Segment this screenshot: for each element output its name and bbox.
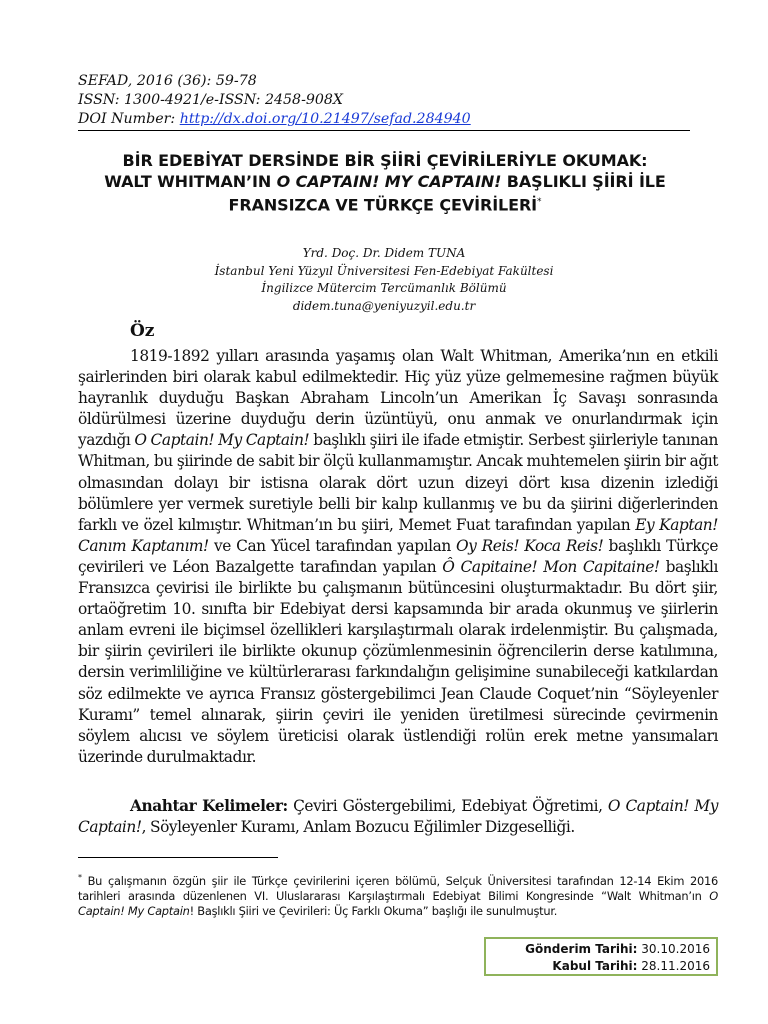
doi-line [78,110,690,129]
footnote-marker[interactable]: * [537,197,542,207]
accepted-label: Kabul Tarihi: [552,958,638,973]
doi-link[interactable]: http://dx.doi.org/10.21497/sefad.284940 [179,111,471,127]
footnote-rule [78,857,278,858]
abstract-text: başlıklı Fransızca çevirisi ile birlikte bu çalışmanın bütüncesini oluşturmaktadır. Bu dört şiir, ortaöğretim 10. sınıfta bir Edebiyat dersi kapsamında bir arada okunmuş ve şiirlerin anlam evreni ile biçimsel özellikleri karşılaştırmalı olarak irdelenmiştir. Bu çalışmada, bir şiirin çevirileri ile birlikte okunup çözümlenmesinin öğrencilerin derse katılımına, dersin verimliliğine ve kültürlerarası farkındalığın gelişimine sunabileceği katkılardan söz edilmekte ve ayrıca Fransız göstergebilimci Jean Claude Coquet’nin “Söyleyenler Kuramı” temel alınarak, şiirin çeviri ile yeniden üretilmesi sürecinde çevirmenin söylem alıcısı ve söylem üreticisi olarak üstlendiği rolün erek metne yansımaları üzerinde durulmaktadır. [78,557,718,766]
issn-line: ISSN: 1300-4921/e-ISSN: 2458-908X [78,92,344,108]
author-affiliation: İstanbul Yeni Yüzyıl Üniversitesi Fen-Edebiyat Fakültesi [214,263,554,278]
author-block [78,245,690,315]
title-text: FRANSIZCA VE TÜRKÇE ÇEVİRİLERİ [228,195,538,215]
title-line-2 [60,171,710,192]
author-department: İngilizce Mütercim Tercümanlık Bölümü [261,281,507,295]
submitted-date [492,941,710,958]
submitted-value: 30.10.2016 [637,942,710,956]
keywords-italic: O Captain! My Captain! [78,797,718,837]
submitted-label: Gönderim Tarihi: [525,942,638,956]
journal-header [78,72,690,129]
abstract-text: ve Can Yücel tarafından yapılan [208,536,457,555]
abstract-text: başlıklı Türkçe çevirileri ve Léon Bazalgette tarafından yapılan [78,536,718,576]
doi-label: DOI Number: [78,111,180,127]
keywords [78,796,718,838]
article-title [60,150,710,215]
keywords-text: Çeviri Göstergebilimi, Edebiyat Öğretimi, [287,797,608,815]
title-line-3 [60,192,710,215]
abstract-text: başlıklı şiiri ile ifade etmiştir. Serbest şiirleriyle tanınan Whitman, bu şiirinde de sabit bir ölçü kullanmamıştır. Ancak muhtemelen şiirin bir ağıt olmasından dolayı bir istisna olarak dört uzun dizeyi dört kısa dizenin izlediği bölümlere yer vermek suretiyle belli bir kalıp kullanmış ve bu da şiirini diğerlerinden farklı ve özel kılmıştır. Whitman’ın bu şiiri, Memet Fuat tarafından yapılan [78,431,719,534]
abstract-italic: Ô Capitaine! Mon Capitaine! [442,557,660,576]
footnote [78,870,718,919]
abstract-italic: O Captain! My Captain! [134,431,310,450]
title-line-1: BİR EDEBİYAT DERSİNDE BİR ŞİİRİ ÇEVİRİLERİYLE OKUMAK: [122,151,648,170]
header-rule [78,130,690,131]
accepted-date [492,958,710,975]
poem-title: O CAPTAIN! MY CAPTAIN! [276,172,502,191]
title-text: WALT WHITMAN’IN [104,172,277,191]
journal-citation: SEFAD, 2016 (36): 59-78 [78,73,257,89]
accepted-value: 28.11.2016 [637,958,710,973]
keywords-label: Anahtar Kelimeler: [130,797,288,815]
title-text: BAŞLIKLI ŞİİRİ İLE [501,172,666,191]
footnote-italic: O Captain! My Captain [78,888,718,918]
author-name: Yrd. Doç. Dr. Didem TUNA [302,246,466,260]
keywords-text: , Söyleyenler Kuramı, Anlam Bozucu Eğilimler Dizgeselliği. [141,818,575,837]
abstract-italic: Oy Reis! Koca Reis! [456,536,604,555]
footnote-text: Bu çalışmanın özgün şiir ile Türkçe çevirilerini içeren bölümü, Selçuk Üniversitesi tarafından 12-14 Ekim 2016 tarihleri arasında düzenlenen VI. Uluslararası Karşılaştırmalı Edebiyat Bilimi Kongresinde “Walt Whitman’ın [78,873,718,903]
abstract-body [78,346,718,768]
abstract-heading: Öz [130,321,155,341]
author-email: didem.tuna@yeniyuzyil.edu.tr [292,298,476,313]
footnote-text: ! Başlıklı Şiiri ve Çevirileri: Üç Farklı Okuma” başlığı ile sunulmuştur. [189,903,558,918]
abstract-text: 1819-1892 yılları arasında yaşamış olan Walt Whitman, Amerika’nın en etkili şairlerinden biri olarak kabul edilmektedir. Hiç yüz yüze gelmemesine rağmen büyük hayranlık duyduğu Başkan Abraham Lincoln’un Amerikan İç Savaşı sonrasında öldürülmesi üzerine duyduğu derin üzüntüyü, onu anmak ve onurlandırmak için yazdığı [78,347,718,450]
abstract-italic: Ey Kaptan! Canım Kaptanım! [78,515,718,555]
submission-dates-box [484,937,718,976]
footnote-mark: * [78,873,82,882]
